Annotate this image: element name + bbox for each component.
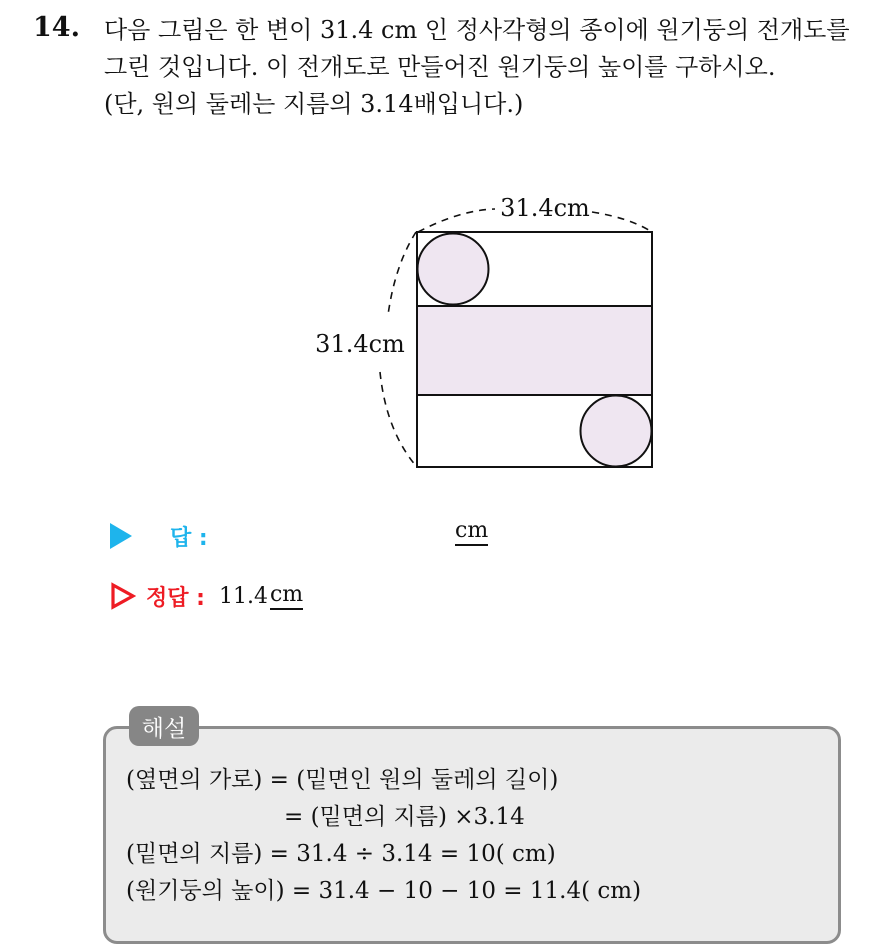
answer-unit: cm	[455, 518, 488, 546]
question-line-3: (단, 원의 둘레는 지름의 3.14배입니다.)	[104, 90, 524, 118]
explanation-content	[126, 762, 641, 910]
correct-answer-label: 정답 :	[146, 585, 205, 611]
question-text	[104, 12, 874, 123]
side-dimension-arc-bottom	[380, 372, 416, 466]
question-line-2: 그린 것입니다. 이 전개도로 만들어진 원기둥의 높이를 구하시오.	[104, 53, 776, 81]
question-line-1: 다음 그림은 한 변이 31.4 cm 인 정사각형의 종이에 원기둥의 전개도를	[104, 16, 850, 44]
top-dimension-arc-right	[592, 212, 652, 232]
triangle-outline-icon	[110, 582, 136, 610]
side-length-label: 31.4cm	[315, 330, 405, 358]
explanation-line-3: (밑면의 지름) = 31.4 ÷ 3.14 = 10( cm)	[126, 841, 556, 867]
lateral-face	[417, 306, 652, 395]
explanation-tab: 해설	[129, 706, 199, 746]
correct-answer-unit: cm	[270, 582, 303, 610]
explanation-line-1: (옆면의 가로) = (밑면인 원의 둘레의 길이)	[126, 767, 559, 793]
top-length-label: 31.4cm	[500, 194, 590, 222]
answer-label: 답 :	[170, 525, 208, 551]
bottom-base-circle	[581, 396, 652, 467]
triangle-filled-icon	[110, 523, 132, 549]
cylinder-net-figure	[300, 190, 680, 480]
explanation-line-4: (원기둥의 높이) = 31.4 − 10 − 10 = 11.4( cm)	[126, 878, 642, 904]
cylinder-net-diagram	[300, 190, 680, 480]
top-base-circle	[418, 234, 489, 305]
side-dimension-arc-top	[388, 232, 416, 315]
correct-answer-value: 11.4	[218, 583, 268, 609]
question-number: 14.	[33, 12, 80, 43]
answer-row	[110, 518, 489, 554]
explanation-line-2: = (밑면의 지름) ×3.14	[284, 804, 525, 830]
correct-answer-row	[110, 578, 303, 614]
top-dimension-arc	[418, 209, 495, 232]
